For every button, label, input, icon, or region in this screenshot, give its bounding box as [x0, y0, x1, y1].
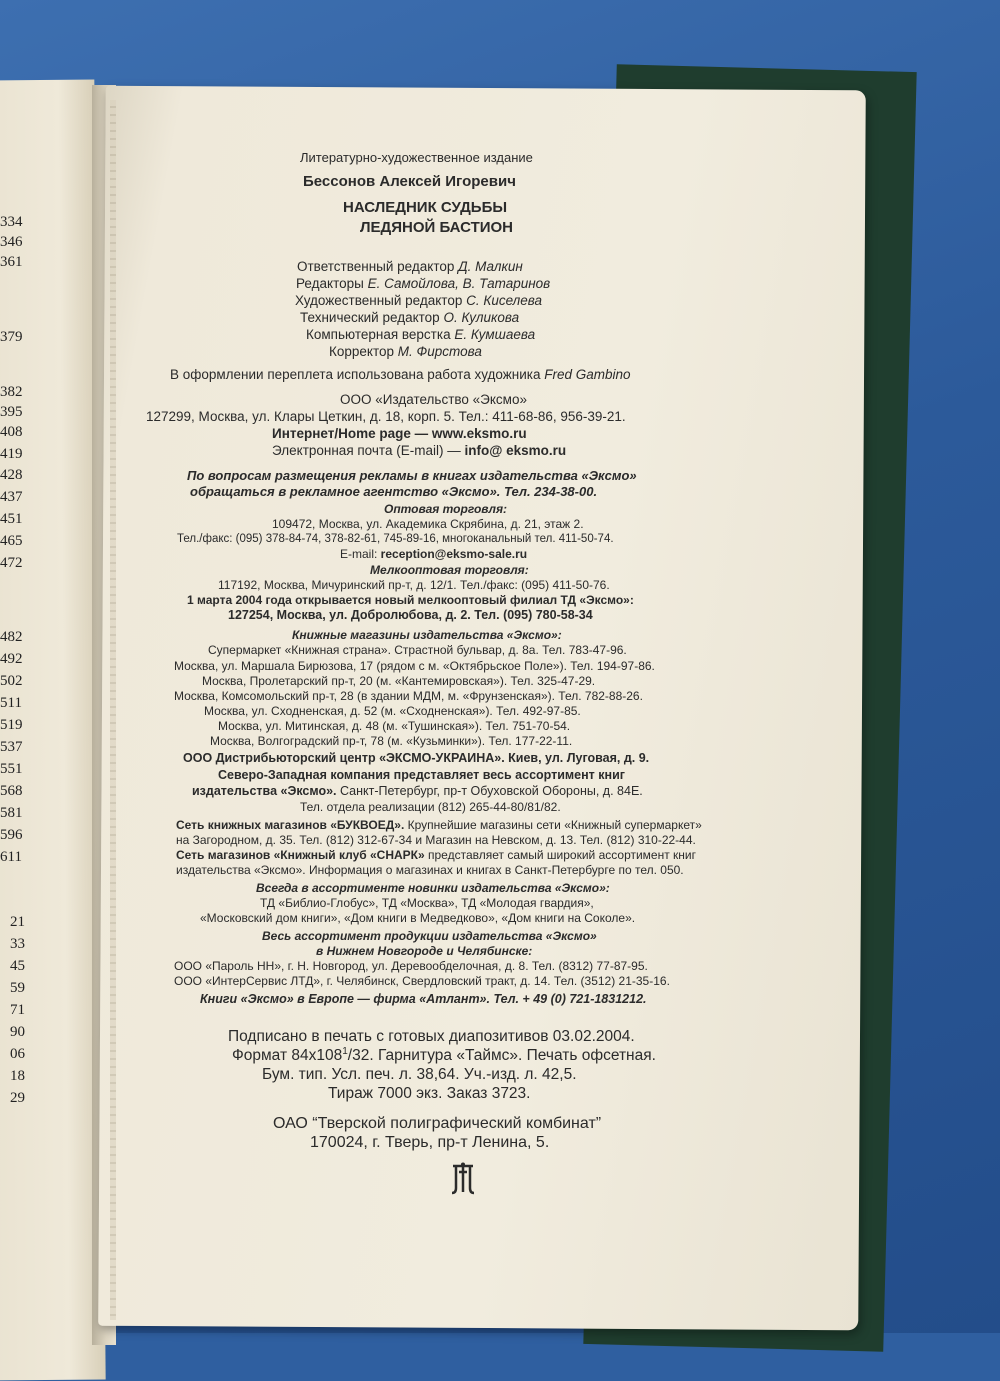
left-page-number: 361: [0, 254, 23, 270]
credit-editors: Редакторы Е. Самойлова, В. Татаринов: [296, 276, 551, 291]
publisher-web: Интернет/Home page — www.eksmo.ru: [272, 426, 527, 441]
ads-line-1: По вопросам размещения рекламы в книгах издательства «Эксмо»: [187, 468, 637, 483]
left-page-number: 45: [10, 958, 25, 974]
printer-address: 170024, г. Тверь, пр-т Ленина, 5.: [310, 1134, 550, 1151]
left-page-number: 502: [0, 673, 23, 689]
cover-credit: В оформлении переплета использована работа художника Fred Gambino: [170, 367, 631, 382]
print-format: Формат $84х108^1/32$. Гарнитура «Таймс». Печать офсетная.: [232, 1046, 656, 1065]
left-page-number: 71: [10, 1002, 25, 1018]
credit-tech-editor: Технический редактор О. Куликова: [300, 310, 520, 325]
regions-line-1: ООО «Пароль НН», г. Н. Новгород, ул. Деревообделочная, д. 8. Тел. (8312) 77-87-95.: [174, 959, 648, 973]
bukvoed-line-2: на Загородном, д. 35. Тел. (812) 312-67-34 и Магазин на Невском, д. 13. Тел. (812) 310-22-44.: [176, 833, 696, 847]
small-wholesale-new-branch: 1 марта 2004 года открывается новый мелкооптовый филиал ТД «Эксмо»:: [187, 593, 634, 607]
left-page-number: 408: [0, 424, 23, 440]
small-wholesale-heading: Мелкооптовая торговля:: [370, 563, 529, 577]
wholesale-address: 109472, Москва, ул. Академика Скрябина, д. 21, этаж 2.: [272, 517, 584, 531]
credit-editor-in-chief: Ответственный редактор Д. Малкин: [297, 259, 523, 274]
bukvoed-line-1: Сеть книжных магазинов «БУКВОЕД». Крупнейшие магазины сети «Книжный супермаркет»: [176, 818, 702, 832]
always-heading: Всегда в ассортименте новинки издательства «Эксмо»:: [256, 881, 610, 895]
author-name: Бессонов Алексей Игоревич: [303, 173, 516, 190]
credit-proofreader: Корректор М. Фирстова: [329, 344, 482, 359]
left-page-number: 537: [0, 739, 23, 755]
left-page-number: 59: [10, 980, 25, 996]
snark-line-1: Сеть магазинов «Книжный клуб «СНАРК» представляет самый широкий ассортимент книг: [176, 848, 697, 862]
northwest-line-2: издательства «Эксмо». Санкт-Петербург, пр-т Обуховской Обороны, д. 84Е.: [192, 784, 643, 798]
publisher-name: ООО «Издательство «Эксмо»: [340, 392, 527, 407]
regions-heading-1: Весь ассортимент продукции издательства «Эксмо»: [262, 929, 597, 943]
regions-line-2: ООО «ИнтерСервис ЛТД», г. Челябинск, Свердловский тракт, д. 14. Тел. (3512) 21-35-16.: [174, 974, 670, 988]
store-2: Москва, ул. Маршала Бирюзова, 17 (рядом с м. «Октябрьское Поле»). Тел. 194-97-86.: [174, 659, 655, 673]
left-page-number: 451: [0, 511, 23, 527]
left-page-number: 379: [0, 329, 23, 345]
credit-art-editor: Художественный редактор С. Киселева: [295, 293, 543, 308]
genre-line: Литературно-художественное издание: [300, 150, 533, 165]
printer-logo-icon: [450, 1162, 476, 1196]
left-page-number: 482: [0, 629, 23, 645]
print-signed: Подписано в печать с готовых диапозитивов 03.02.2004.: [228, 1028, 635, 1045]
left-page-number: 382: [0, 384, 23, 400]
store-6: Москва, ул. Митинская, д. 48 (м. «Тушинская»). Тел. 751-70-54.: [218, 719, 571, 733]
printer-logo: [450, 1162, 476, 1203]
left-page-number: 346: [0, 234, 23, 250]
europe-line: Книги «Эксмо» в Европе — фирма «Атлант». Тел. + 49 (0) 721-1831212.: [200, 992, 647, 1006]
left-page-number: 90: [10, 1024, 25, 1040]
wholesale-heading: Оптовая торговля:: [384, 502, 508, 516]
left-page-number: 437: [0, 489, 23, 505]
title-line-1: НАСЛЕДНИК СУДЬБЫ: [343, 199, 508, 216]
left-page-number: 472: [0, 555, 23, 571]
print-run: Тираж 7000 экз. Заказ 3723.: [328, 1085, 531, 1102]
left-page-number: 492: [0, 651, 23, 667]
left-page-number: 568: [0, 783, 23, 799]
small-wholesale-address: 117192, Москва, Мичуринский пр-т, д. 12/1. Тел./факс: (095) 411-50-76.: [218, 578, 610, 592]
left-page-number: 29: [10, 1090, 25, 1106]
publisher-email: Электронная почта (E-mail) — info@ eksmo.ru: [272, 443, 567, 458]
left-page-number: 395: [0, 404, 23, 420]
ads-line-2: обращаться в рекламное агентство «Эксмо». Тел. 234-38-00.: [190, 484, 598, 499]
printer-name: ОАО “Тверской полиграфический комбинат”: [273, 1115, 602, 1132]
left-page-number: 18: [10, 1068, 25, 1084]
title-line-2: ЛЕДЯНОЙ БАСТИОН: [360, 219, 514, 236]
left-page-number: 334: [0, 214, 23, 230]
always-line-1: ТД «Библио-Глобус», ТД «Москва», ТД «Молодая гвардия»,: [260, 896, 594, 910]
left-page-number: 511: [0, 695, 22, 711]
always-line-2: «Московский дом книги», «Дом книги в Медведково», «Дом книги на Соколе».: [200, 911, 636, 925]
left-page-number: 465: [0, 533, 23, 549]
store-7: Москва, Волгоградский пр-т, 78 (м. «Кузьминки»). Тел. 177-22-11.: [210, 734, 573, 748]
ukraine-distributor: ООО Дистрибьюторский центр «ЭКСМО-УКРАИНА». Киев, ул. Луговая, д. 9.: [183, 751, 650, 765]
print-paper: Бум. тип. Усл. печ. л. 38,64. Уч.-изд. л. 42,5.: [262, 1066, 577, 1083]
northwest-line-3: Тел. отдела реализации (812) 265-44-80/81/82.: [300, 800, 561, 814]
credit-layout: Компьютерная верстка Е. Кумшаева: [306, 327, 536, 342]
wholesale-email: E-mail: reception@eksmo-sale.ru: [340, 547, 528, 561]
left-page-number: 581: [0, 805, 23, 821]
northwest-line-1: Северо-Западная компания представляет весь ассортимент книг: [218, 768, 625, 782]
left-page-number: 33: [10, 936, 25, 952]
left-page-number: 596: [0, 827, 23, 843]
stores-heading: Книжные магазины издательства «Эксмо»:: [292, 628, 562, 642]
left-page-number: 519: [0, 717, 23, 733]
left-page-number: 06: [10, 1046, 25, 1062]
regions-heading-2: в Нижнем Новгороде и Челябинске:: [316, 944, 533, 958]
small-wholesale-new-address: 127254, Москва, ул. Добролюбова, д. 2. Тел. (095) 780-58-34: [228, 608, 593, 622]
left-page-number: 551: [0, 761, 23, 777]
store-1: Супермаркет «Книжная страна». Страстной бульвар, д. 8а. Тел. 783-47-96.: [208, 643, 627, 657]
store-3: Москва, Пролетарский пр-т, 20 (м. «Кантемировская»). Тел. 325-47-29.: [202, 674, 596, 688]
publisher-address: 127299, Москва, ул. Клары Цеткин, д. 18, корп. 5. Тел.: 411-68-86, 956-39-21.: [146, 409, 626, 424]
left-page-number: 21: [10, 914, 25, 930]
left-page-number: 419: [0, 446, 23, 462]
store-5: Москва, ул. Сходненская, д. 52 (м. «Сходненская»). Тел. 492-97-85.: [204, 704, 581, 718]
wholesale-phones: Тел./факс: (095) 378-84-74, 378-82-61, 745-89-16, многоканальный тел. 411-50-74.: [177, 533, 614, 545]
snark-line-2: издательства «Эксмо». Информация о магазинах и книгах в Санкт-Петербурге по тел. 050.: [176, 863, 684, 877]
left-page-number: 428: [0, 467, 23, 483]
left-page-number: 611: [0, 849, 22, 865]
store-4: Москва, Комсомольский пр-т, 28 (в здании МДМ, м. «Фрунзенская»). Тел. 782-88-26.: [174, 689, 643, 703]
